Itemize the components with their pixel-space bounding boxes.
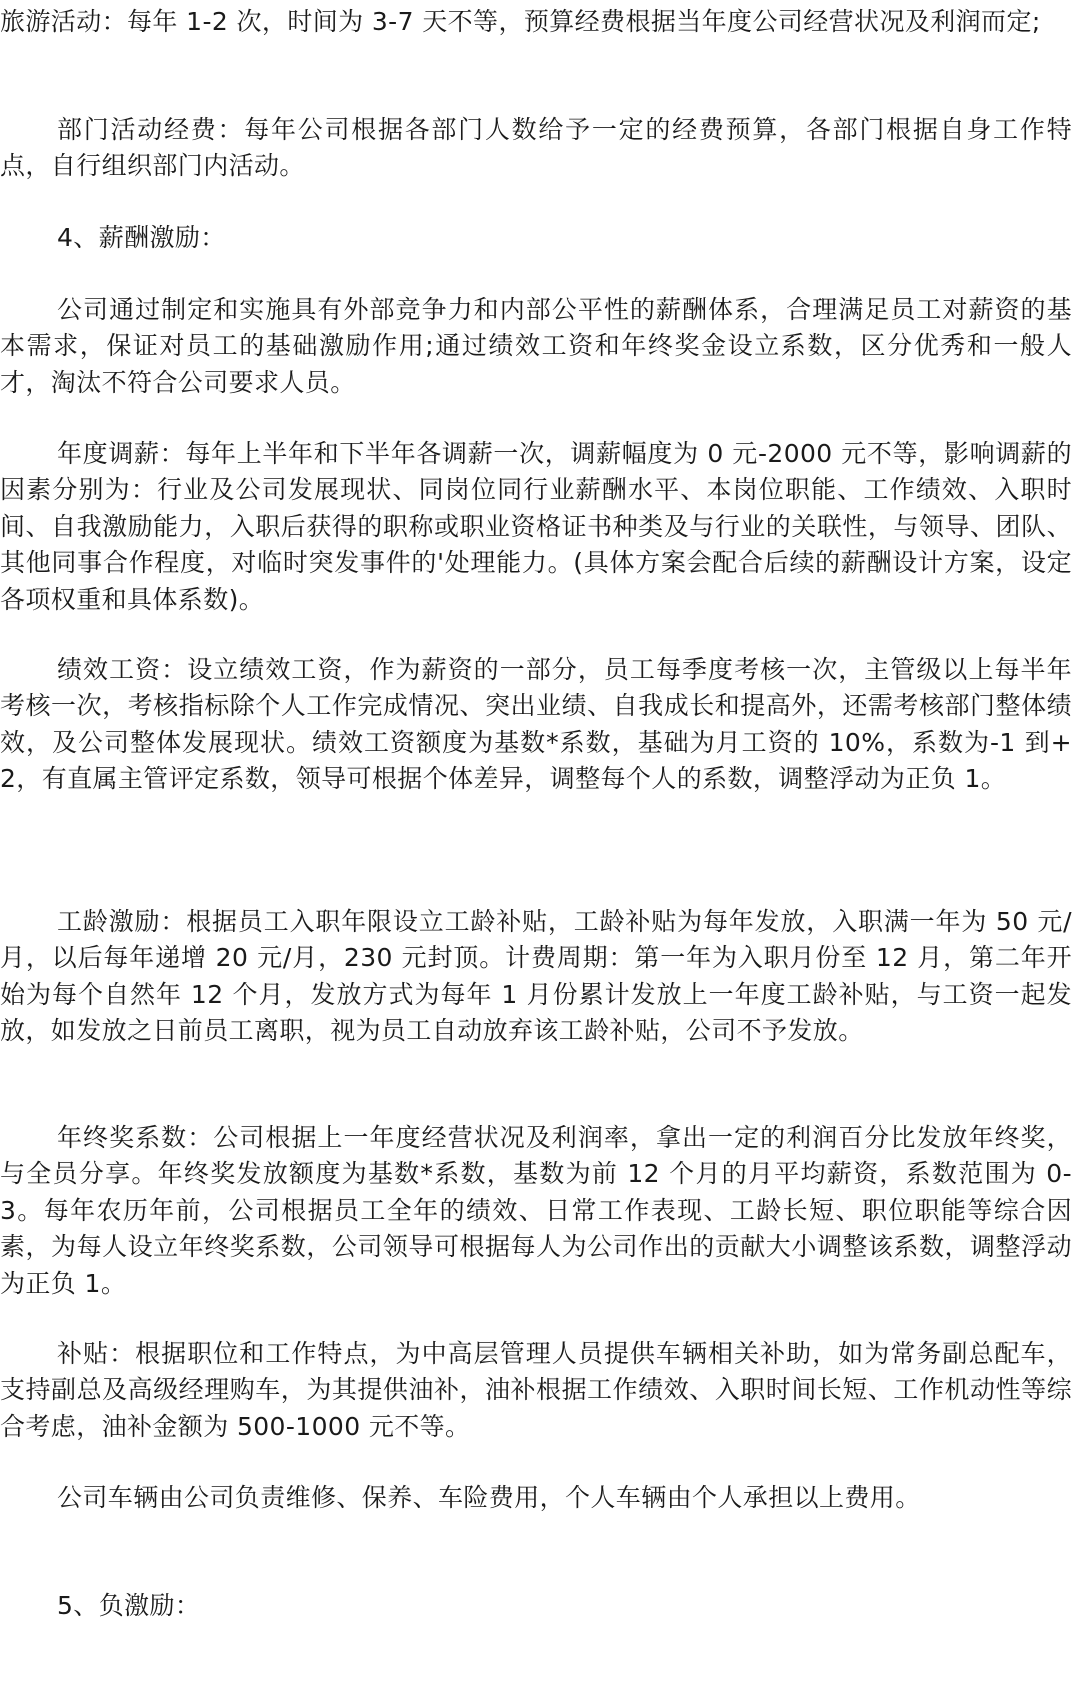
paragraph-annual-salary-adjustment: 年度调薪：每年上半年和下半年各调薪一次，调薪幅度为 0 元-2000 元不等，影响调薪的因素分别为：行业及公司发展现状、同岗位同行业薪酬水平、本岗位职能、工作绩效、入职时间、自我激励能力，入职后获得的职称或职业资格证书种类及与行业的关联性，与领导、团队、其他同事合作程度，对临时突发事件的'处理能力。(具体方案会配合后续的薪酬设计方案，设定各项权重和具体系数)。: [0, 439, 1072, 614]
paragraph-company-vehicle: 公司车辆由公司负责维修、保养、车险费用，个人车辆由个人承担以上费用。: [57, 1483, 921, 1512]
heading-negative-incentive: 5、负激励：: [57, 1591, 201, 1620]
paragraph-travel-activity: 旅游活动：每年 1-2 次，时间为 3-7 天不等，预算经费根据当年度公司经营状况及利润而定;: [0, 7, 1041, 36]
paragraph-salary-system: 公司通过制定和实施具有外部竞争力和内部公平性的薪酬体系，合理满足员工对薪资的基本需求，保证对员工的基础激励作用;通过绩效工资和年终奖金设立系数，区分优秀和一般人才，淘汰不符合公司要求人员。: [0, 295, 1072, 397]
paragraph-subsidy: 补贴：根据职位和工作特点，为中高层管理人员提供车辆相关补助，如为常务副总配车，支持副总及高级经理购车，为其提供油补，油补根据工作绩效、入职时间长短、工作机动性等综合考虑，油补金额为 500-1000 元不等。: [0, 1339, 1072, 1441]
paragraph-department-activity-budget: 部门活动经费：每年公司根据各部门人数给予一定的经费预算，各部门根据自身工作特点，自行组织部门内活动。: [0, 115, 1072, 181]
heading-salary-incentive: 4、薪酬激励：: [57, 223, 226, 252]
paragraph-seniority-incentive: 工龄激励：根据员工入职年限设立工龄补贴，工龄补贴为每年发放，入职满一年为 50 元/月，以后每年递增 20 元/月，230 元封顶。计费周期：第一年为入职月份至 12 月，第二年开始为每个自然年 12 个月，发放方式为每年 1 月份累计发放上一年度工龄补贴，与工资一起发放，如发放之日前员工离职，视为员工自动放弃该工龄补贴，公司不予发放。: [0, 907, 1072, 1046]
paragraph-year-end-bonus: 年终奖系数：公司根据上一年度经营状况及利润率，拿出一定的利润百分比发放年终奖，与全员分享。年终奖发放额度为基数*系数，基数为前 12 个月的月平均薪资，系数范围为 0-3。每年农历年前，公司根据员工全年的绩效、日常工作表现、工龄长短、职位职能等综合因素，为每人设立年终奖系数，公司领导可根据每人为公司作出的贡献大小调整该系数，调整浮动为正负 1。: [0, 1123, 1072, 1298]
paragraph-performance-pay: 绩效工资：设立绩效工资，作为薪资的一部分，员工每季度考核一次，主管级以上每半年考核一次，考核指标除个人工作完成情况、突出业绩、自我成长和提高外，还需考核部门整体绩效，及公司整体发展现状。绩效工资额度为基数*系数，基础为月工资的 10%，系数为-1 到+2，有直属主管评定系数，领导可根据个体差异，调整每个人的系数，调整浮动为正负 1。: [0, 655, 1072, 794]
